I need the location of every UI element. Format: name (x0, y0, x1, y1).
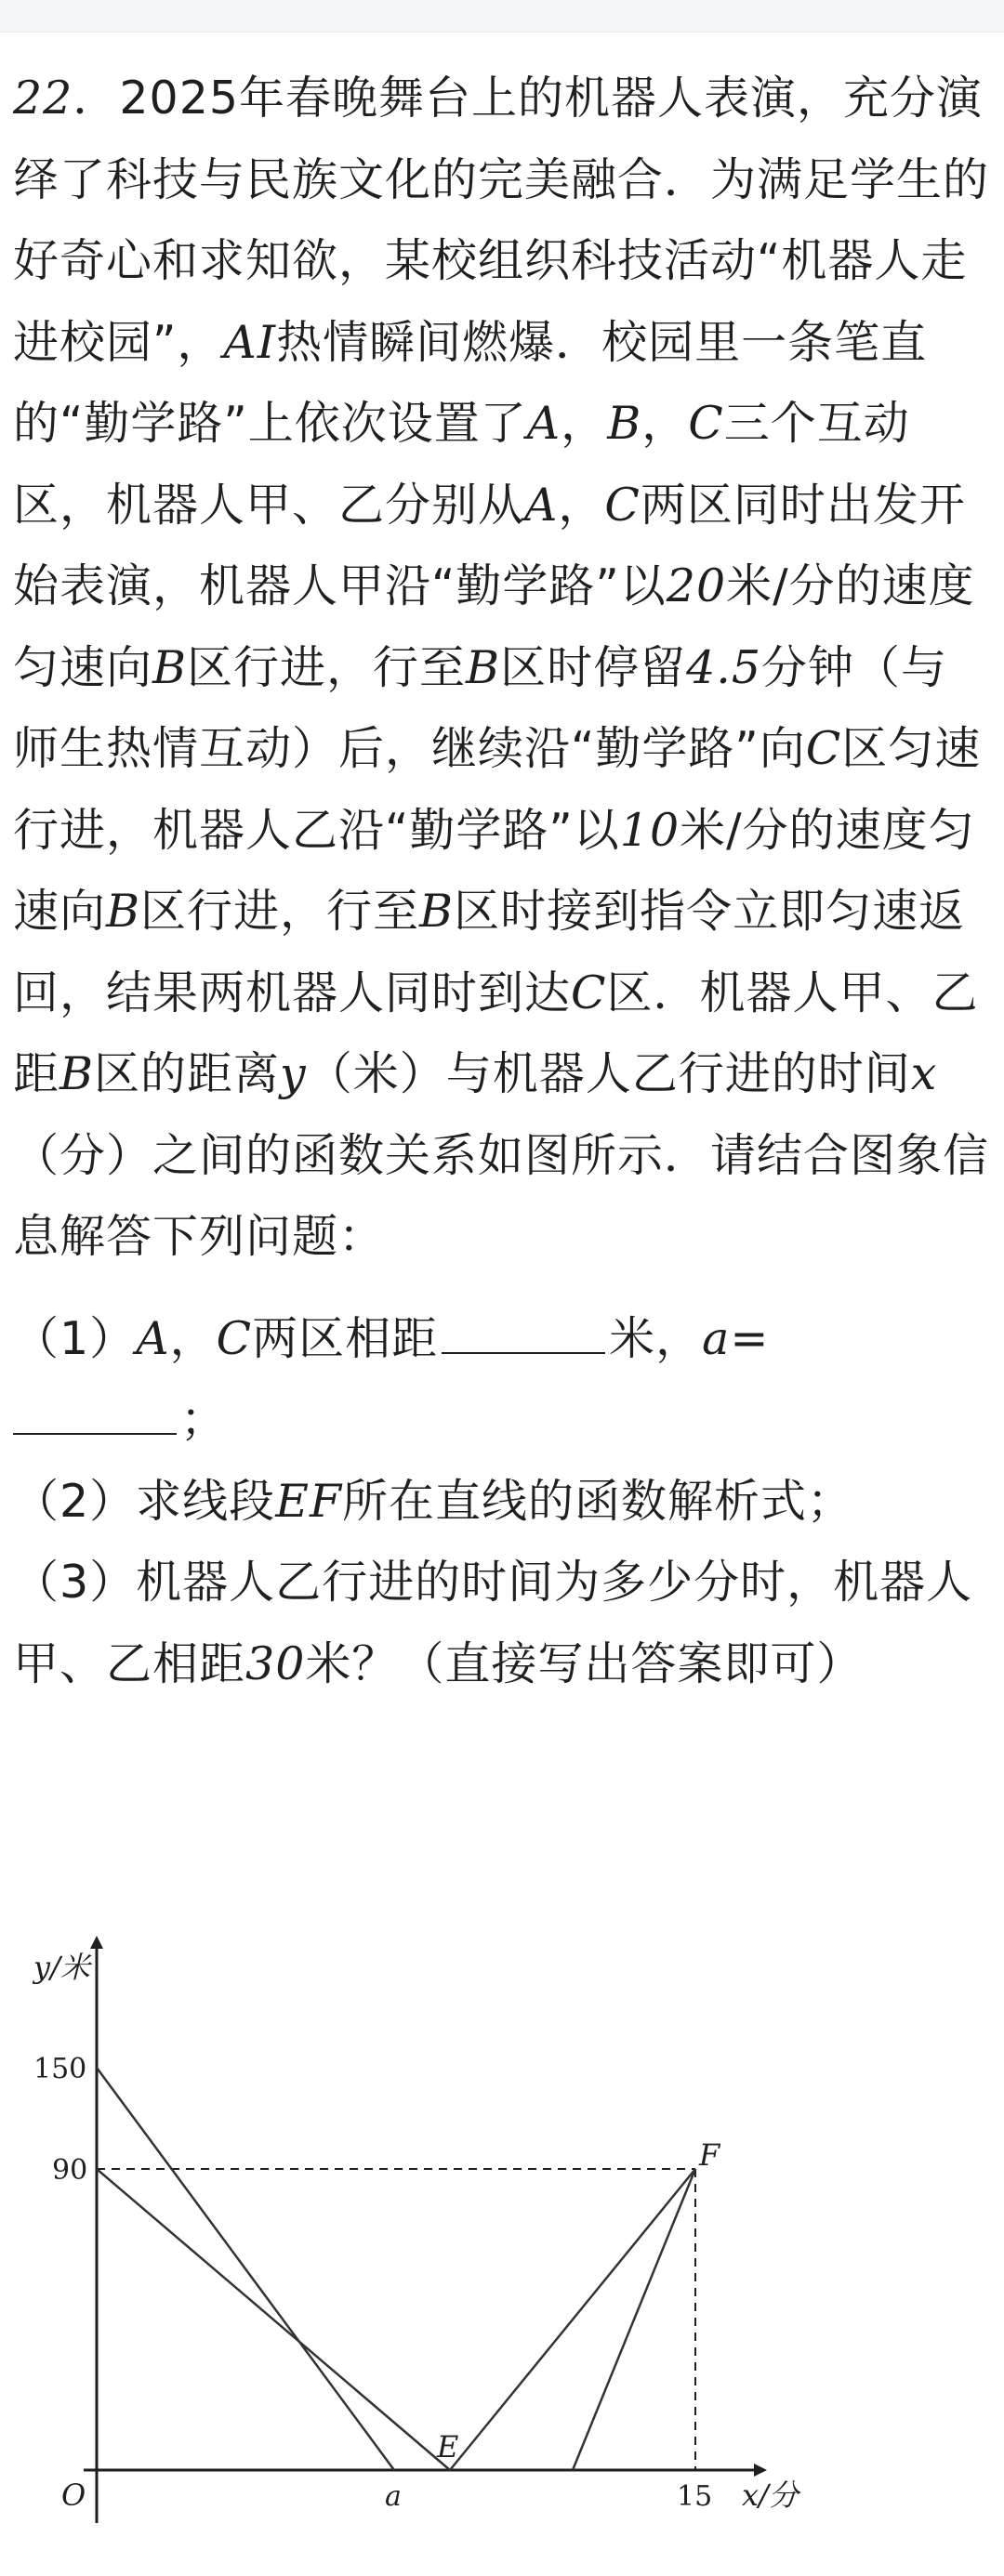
math-c: C (604, 478, 641, 532)
math-c: C (216, 1311, 253, 1365)
problem-text-span: （分）之间的函数关系如图所示．请结合图象信息解答下列问题： (13, 1128, 990, 1263)
problem-text-span: ， (641, 397, 689, 450)
y-axis-label: y/米 (33, 1950, 90, 1985)
math-ai: AI (223, 315, 277, 369)
problem-text-span: 区行进，行至 (140, 885, 420, 938)
problem-text-span: ， (561, 397, 608, 450)
problem-statement (13, 58, 991, 1278)
math-b: B (106, 885, 141, 938)
top-bar (0, 0, 1004, 33)
x-tick-15: 15 (677, 2480, 713, 2513)
math-x: x (910, 1047, 938, 1100)
function-graph (0, 1905, 1004, 2572)
math-ef: EF (275, 1474, 342, 1528)
math-c: C (805, 722, 842, 775)
question-2 (13, 1461, 991, 1543)
point-e-label: E (437, 2429, 459, 2464)
line-jia-leave (573, 2169, 695, 2470)
problem-text-span: （1） (13, 1311, 137, 1365)
problem-text-span: 两区同时出发开始表演，机器人甲沿“勤学路”以 (13, 478, 966, 612)
problem-text-span: ， (558, 478, 605, 532)
x-axis-label: x/分 (742, 2477, 799, 2513)
math-a: A (526, 397, 561, 450)
problem-number: 22 (13, 72, 73, 125)
question-3 (13, 1542, 991, 1704)
question-1 (13, 1298, 991, 1461)
math-speed2: 10 (619, 803, 680, 857)
math-a: A (524, 478, 559, 532)
math-stay: 4.5 (686, 640, 762, 694)
problem-text-span: ．2025年春晚舞台上的机器人表演，充分演绎了科技与民族文化的完美融合．为满足学生的好奇心和求知欲，某校组织科技活动“机器人走进校园”， (13, 72, 990, 369)
math-a-var: a (702, 1311, 731, 1365)
problem-text-span: 的速度匀速向 (13, 803, 975, 938)
problem-text-span: 两区相距 (252, 1311, 439, 1365)
graph-svg (0, 1905, 1004, 2572)
problem-text-span: = (730, 1311, 770, 1365)
problem-text-span: 区匀速行进，机器人乙沿“勤学路”以 (13, 722, 982, 857)
problem-text (13, 58, 991, 1704)
problem-text-span: 所在直线的函数解析式； (341, 1474, 853, 1528)
answer-blank-distance[interactable] (442, 1308, 605, 1354)
problem-text-span: 区的距离 (94, 1047, 281, 1100)
math-c: C (571, 966, 607, 1019)
math-y: y (280, 1047, 307, 1100)
math-thirty: 30 (245, 1636, 306, 1690)
problem-text-span: 区时停留 (500, 640, 687, 694)
math-b: B (419, 885, 455, 938)
math-b: B (607, 397, 642, 450)
origin-label: O (61, 2477, 86, 2513)
problem-text-span: 三个互动区，机器人甲、乙分别从 (13, 397, 910, 532)
math-c: C (688, 397, 724, 450)
problem-text-span: 区时接到指令立即匀速返回，结果两机器人同时到达 (13, 885, 966, 1019)
y-tick-90: 90 (52, 2154, 88, 2187)
problem-text-span: 热情瞬间燃爆．校园里一条笔直的“勤学路”上依次设置了 (13, 315, 928, 450)
problem-text-span: 区行进，行至 (187, 640, 467, 694)
problem-text-span: ， (169, 1311, 217, 1365)
line-jia-approach (97, 2068, 394, 2470)
math-b: B (466, 640, 501, 694)
line-ef (450, 2169, 695, 2470)
problem-text-span: 分钟（与师生热情互动）后，继续沿“勤学路”向 (13, 640, 948, 775)
math-b: B (152, 640, 188, 694)
point-f-label: F (699, 2137, 720, 2173)
problem-text-span: 米， (609, 1311, 703, 1365)
math-a: A (136, 1311, 170, 1365)
problem-text-span: 区．机器人甲、乙距 (13, 966, 979, 1100)
problem-text-span: （3）机器人乙行进的时间为多少分时，机器人甲、乙相距 (13, 1556, 973, 1690)
problem-text-span: 米？（直接写出答案即可） (305, 1636, 864, 1690)
problem-text-span: （米）与机器人乙行进的时间 (306, 1047, 911, 1100)
problem-text-span: 米/分 (726, 559, 836, 612)
math-b: B (59, 1047, 95, 1100)
problem-text-span: 米/分 (680, 803, 789, 857)
problem-text-span: ； (180, 1393, 228, 1446)
x-tick-a: a (385, 2480, 402, 2513)
problem-text-span: （2）求线段 (13, 1474, 276, 1528)
problem-text-span: 的速度匀速向 (13, 559, 975, 694)
line-yi-approach (97, 2169, 450, 2470)
y-tick-150: 150 (33, 2053, 87, 2085)
answer-blank-a[interactable] (13, 1389, 177, 1435)
math-speed1: 20 (666, 559, 727, 612)
